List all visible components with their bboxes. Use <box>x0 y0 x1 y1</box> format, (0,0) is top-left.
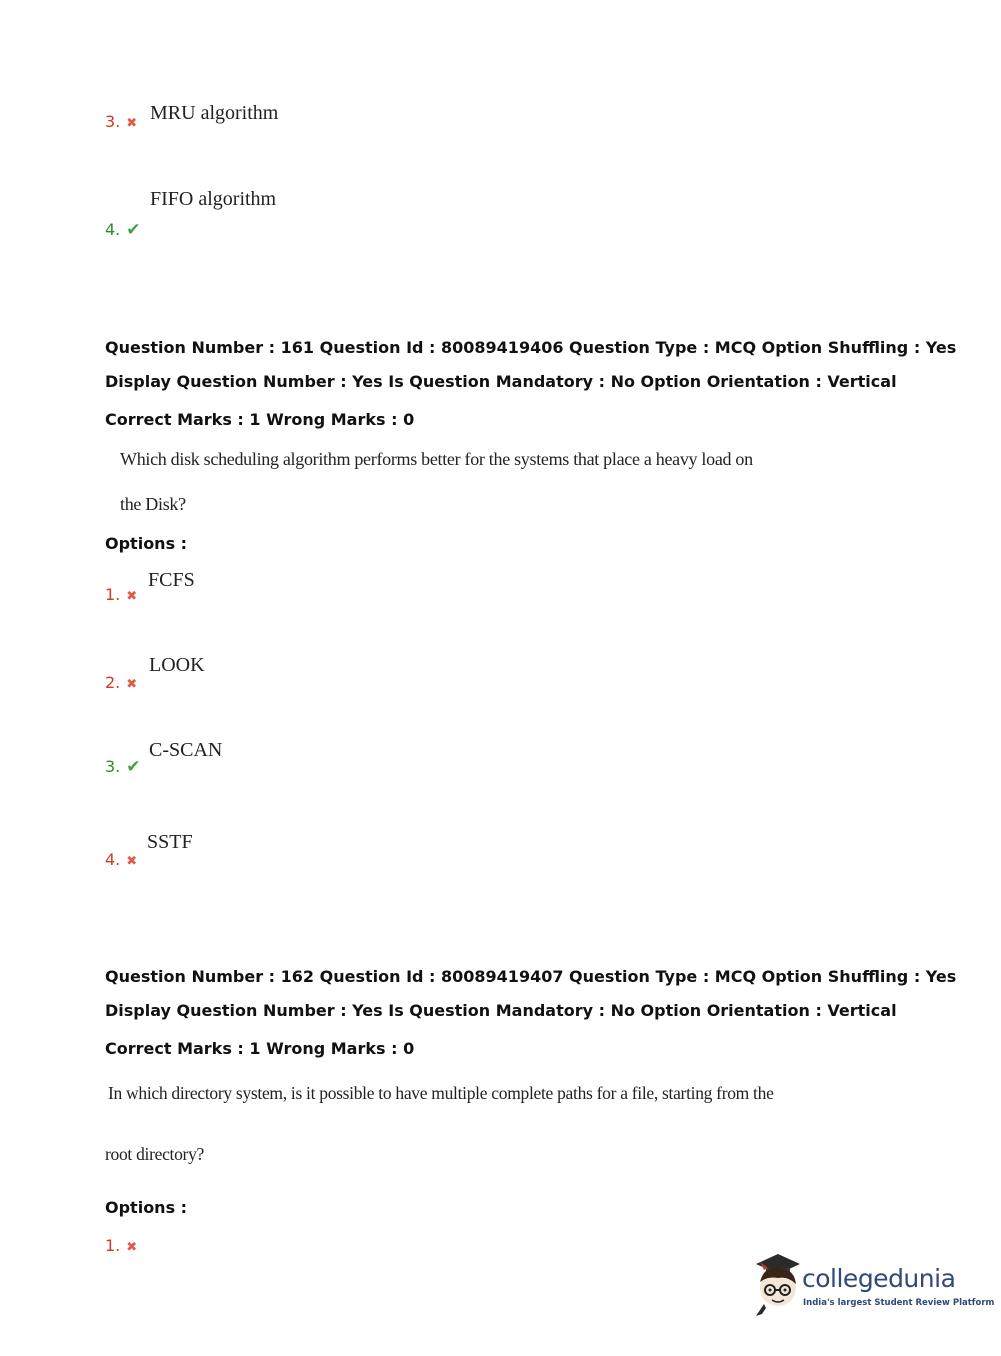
question-meta-line: Display Question Number : Yes Is Question Mandatory : No Option Orientation : Vertical <box>105 372 897 391</box>
collegedunia-logo <box>742 1250 995 1322</box>
option-text: LOOK <box>149 654 205 676</box>
option-text: MRU algorithm <box>150 102 279 124</box>
option-number: 3. <box>105 112 121 131</box>
wrong-cross-icon: ✖ <box>126 1240 138 1255</box>
options-label: Options : <box>105 1198 188 1217</box>
question-text: In which directory system, is it possible to have multiple complete paths for a file, starting from the <box>108 1083 774 1103</box>
wrong-cross-icon: ✖ <box>126 677 138 692</box>
wrong-cross-icon: ✖ <box>126 589 138 604</box>
question-text: Which disk scheduling algorithm performs better for the systems that place a heavy load on <box>120 449 753 469</box>
logo-tagline: India's largest Student Review Platform <box>803 1298 995 1308</box>
option-row <box>105 850 137 869</box>
option-number: 1. <box>105 1236 121 1255</box>
option-number: 4. <box>105 850 121 869</box>
option-text: SSTF <box>147 831 193 853</box>
option-row <box>105 673 137 692</box>
option-number: 1. <box>105 585 121 604</box>
option-text: C-SCAN <box>149 739 223 761</box>
question-text: root directory? <box>105 1144 204 1164</box>
question-marks-line: Correct Marks : 1 Wrong Marks : 0 <box>105 1039 415 1058</box>
options-label: Options : <box>105 534 188 553</box>
correct-check-icon: ✔ <box>126 220 141 240</box>
question-meta-line: Display Question Number : Yes Is Question Mandatory : No Option Orientation : Vertical <box>105 1001 897 1020</box>
question-text: the Disk? <box>120 494 186 514</box>
wrong-cross-icon: ✖ <box>126 854 138 869</box>
logo-wordmark: collegedunia <box>802 1264 956 1293</box>
question-marks-line: Correct Marks : 1 Wrong Marks : 0 <box>105 410 415 429</box>
mascot-icon <box>742 1252 802 1318</box>
option-row <box>105 220 141 240</box>
question-meta-line: Question Number : 162 Question Id : 80089419407 Question Type : MCQ Option Shuffling : Yes <box>105 967 957 986</box>
option-row <box>105 112 137 131</box>
option-number: 2. <box>105 673 121 692</box>
wrong-cross-icon: ✖ <box>126 116 138 131</box>
correct-check-icon: ✔ <box>126 757 141 777</box>
option-row <box>105 757 141 777</box>
option-number: 3. <box>105 757 121 776</box>
option-text: FCFS <box>148 569 195 591</box>
option-text: FIFO algorithm <box>150 188 277 210</box>
option-row <box>105 585 137 604</box>
option-number: 4. <box>105 220 121 239</box>
question-meta-line: Question Number : 161 Question Id : 80089419406 Question Type : MCQ Option Shuffling : Yes <box>105 338 957 357</box>
option-row <box>105 1236 137 1255</box>
